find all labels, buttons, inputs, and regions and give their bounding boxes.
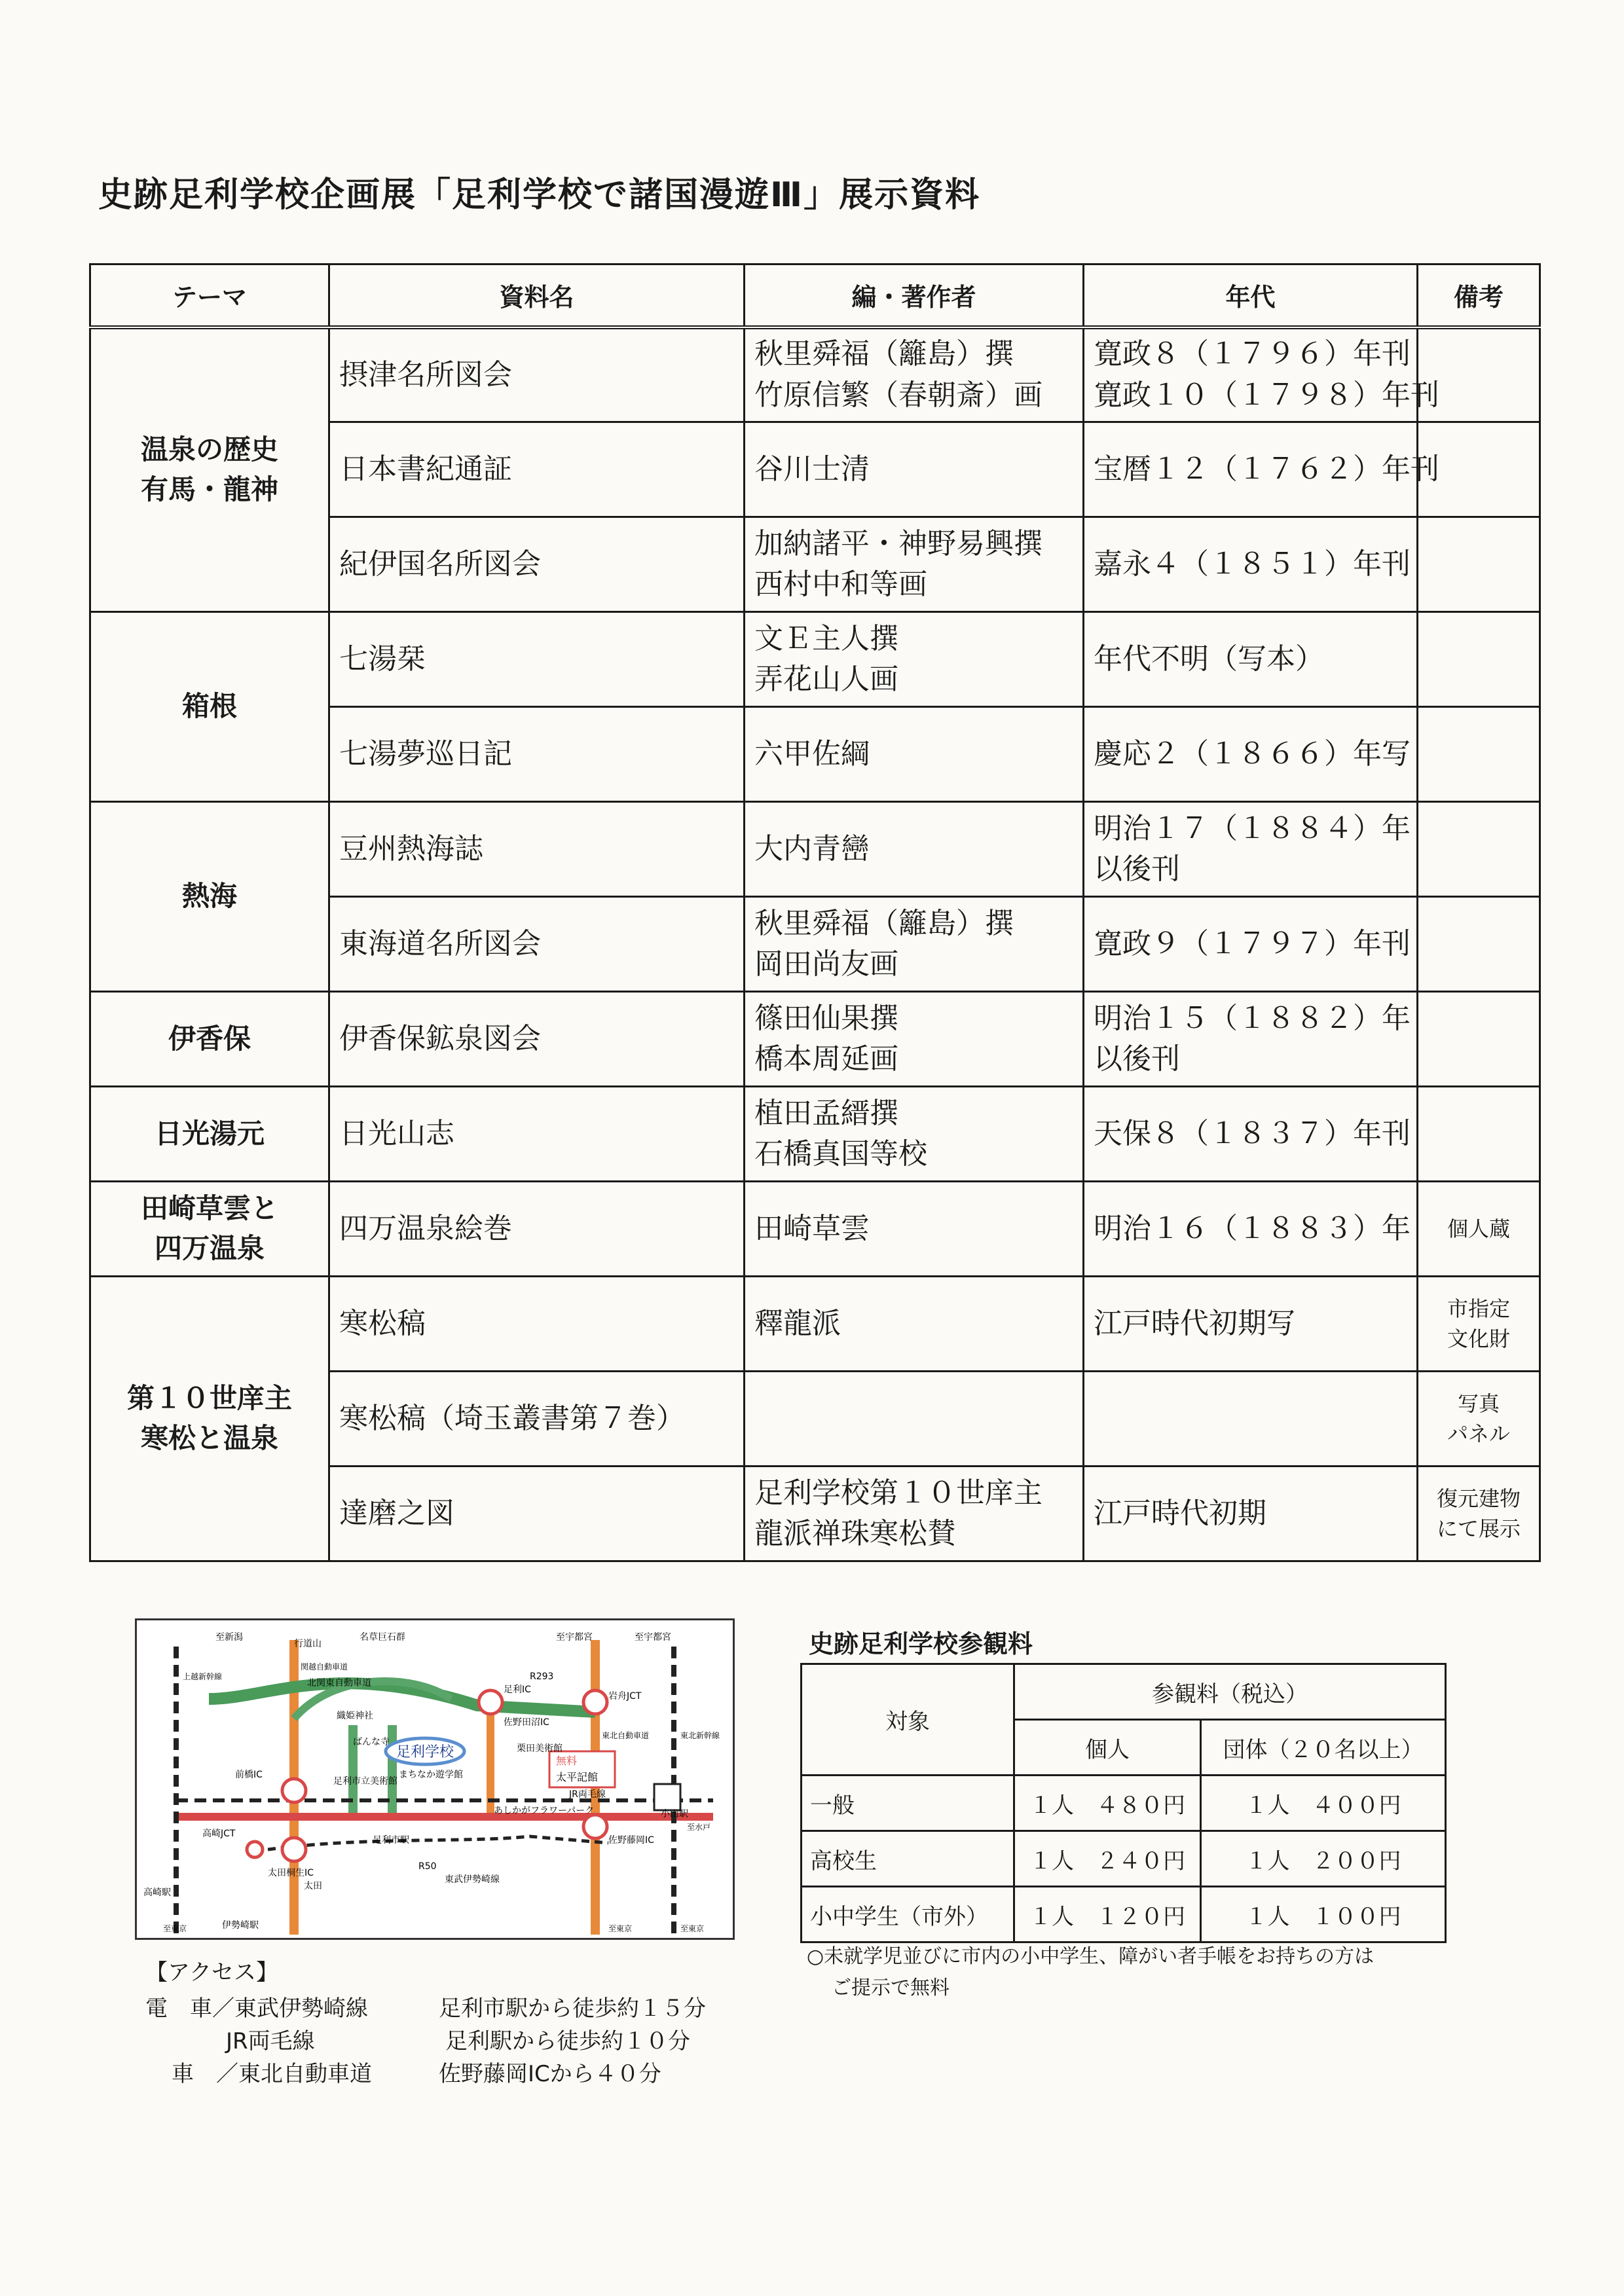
theme-cell-line: 田崎草雲と (140, 1192, 278, 1225)
svg-text:伊勢崎駅: 伊勢崎駅 (222, 1920, 259, 1931)
note-cell-line: 写真 (1457, 1391, 1500, 1416)
author-cell-line: 六甲佐綱 (754, 737, 870, 771)
fee-group-cell: １人 ２００円 (1201, 1831, 1446, 1887)
table-row (90, 327, 1540, 422)
author-cell-line: 秋里舜福（籬島）撰 (754, 906, 1014, 940)
note-cell-line: にて展示 (1436, 1516, 1521, 1541)
author-cell-line: 文Ｅ主人撰 (754, 621, 898, 655)
svg-text:高崎駅: 高崎駅 (143, 1887, 171, 1898)
table-row (90, 1277, 1540, 1372)
year-cell-line: 明治１７（１８８４）年 (1094, 811, 1411, 845)
svg-text:小山駅: 小山駅 (661, 1809, 688, 1819)
svg-text:あしかがフラワーパーク: あしかがフラワーパーク (494, 1806, 595, 1816)
author-cell (745, 1087, 1084, 1182)
year-cell-line: 寛政９（１７９７）年刊 (1094, 926, 1411, 960)
title-cell: 七湯栞 (329, 612, 745, 707)
year-cell-line: 明治１６（１８８３）年 (1094, 1211, 1411, 1245)
theme-cell (90, 1182, 329, 1277)
svg-text:R50: R50 (418, 1861, 437, 1872)
map-label-ashikaga-gakko: 足利学校 (396, 1744, 454, 1760)
fee-row (802, 1887, 1446, 1942)
author-cell-line: 秋里舜福（籬島）撰 (754, 337, 1014, 371)
theme-cell-line: 熱海 (181, 880, 237, 913)
year-cell-line: 嘉永４（１８５１）年刊 (1094, 547, 1411, 581)
year-cell-line: 寛政１０（１７９８）年刊 (1094, 378, 1439, 412)
theme-cell-line: 日光湯元 (154, 1117, 265, 1150)
author-cell-line: 岡田尚友画 (754, 947, 898, 981)
fee-group-cell: １人 ４００円 (1201, 1776, 1446, 1831)
header-theme: テーマ (90, 264, 329, 327)
fee-target-cell: 小中学生（市外） (802, 1887, 1014, 1942)
year-cell (1084, 992, 1418, 1087)
svg-text:東北新幹線: 東北新幹線 (680, 1731, 720, 1740)
fee-note-line-2: ご提示で無料 (832, 1977, 950, 1999)
year-cell (1084, 1467, 1418, 1561)
svg-text:前橋IC: 前橋IC (235, 1770, 263, 1780)
title-cell: 摂津名所図会 (329, 327, 745, 422)
year-cell-line: 年代不明（写本） (1094, 642, 1324, 676)
year-cell-line: 以後刊 (1094, 1042, 1180, 1076)
exhibit-table (89, 263, 1541, 1562)
fee-note-line-1: ○未就学児並びに市内の小中学生、障がい者手帳をお持ちの方は (807, 1945, 1375, 1968)
svg-text:佐野藤岡IC: 佐野藤岡IC (608, 1835, 654, 1846)
note-cell (1418, 1277, 1540, 1372)
author-cell-line: 龍派禅珠寒松賛 (754, 1517, 956, 1550)
title-cell: 東海道名所図会 (329, 897, 745, 992)
year-cell (1084, 802, 1418, 897)
access-info (145, 1956, 278, 1990)
year-cell (1084, 517, 1418, 612)
fee-note (807, 1941, 1494, 2004)
year-cell-line: 天保８（１８３７）年刊 (1094, 1116, 1411, 1150)
author-cell (745, 802, 1084, 897)
svg-text:太田桐生IC: 太田桐生IC (268, 1868, 314, 1878)
author-cell-line: 竹原信繁（春朝斎）画 (754, 378, 1043, 412)
title-cell: 紀伊国名所図会 (329, 517, 745, 612)
author-cell-line: 橋本周延画 (754, 1042, 898, 1076)
year-cell-line: 江戸時代初期 (1094, 1496, 1266, 1530)
fee-individual-cell: １人 ４８０円 (1014, 1776, 1201, 1831)
note-cell (1418, 1467, 1540, 1561)
theme-cell-line: 寒松と温泉 (140, 1422, 278, 1454)
year-cell-line: 宝暦１２（１７６２）年刊 (1094, 452, 1439, 486)
author-cell (745, 327, 1084, 422)
note-cell (1418, 1372, 1540, 1467)
svg-text:北関東自動車道: 北関東自動車道 (307, 1678, 371, 1688)
author-cell (745, 992, 1084, 1087)
author-cell (745, 1182, 1084, 1277)
svg-text:無料: 無料 (556, 1755, 578, 1767)
theme-cell-line: 伊香保 (168, 1022, 251, 1055)
year-cell (1084, 897, 1418, 992)
fee-header-individual: 個人 (1014, 1720, 1201, 1776)
header-year: 年代 (1084, 264, 1418, 327)
title-cell: 日光山志 (329, 1087, 745, 1182)
svg-text:R293: R293 (530, 1671, 554, 1682)
author-cell (745, 612, 1084, 707)
author-cell-line: 大内青巒 (754, 831, 870, 866)
title-cell: 寒松稿（埼玉叢書第７巻） (329, 1372, 745, 1467)
svg-text:JR両毛線: JR両毛線 (569, 1789, 606, 1800)
note-cell (1418, 1087, 1540, 1182)
year-cell (1084, 1182, 1418, 1277)
svg-text:至新潟: 至新潟 (215, 1632, 243, 1643)
note-cell-line: 文化財 (1447, 1326, 1510, 1351)
note-cell (1418, 707, 1540, 802)
map-tobu-line (268, 1836, 608, 1850)
title-cell: 豆州熱海誌 (329, 802, 745, 897)
theme-cell (90, 802, 329, 992)
svg-text:至宇都宮: 至宇都宮 (556, 1632, 593, 1643)
svg-text:至水戸: 至水戸 (687, 1823, 711, 1832)
access-row-car-detail: 佐野藤岡ICから４０分 (439, 2061, 661, 2087)
theme-cell (90, 1277, 329, 1561)
header-author: 編・著作者 (745, 264, 1084, 327)
theme-cell-line: 温泉の歴史 (140, 433, 278, 465)
svg-text:足利市立美術館: 足利市立美術館 (333, 1776, 397, 1787)
fee-individual-cell: １人 １２０円 (1014, 1887, 1201, 1942)
svg-text:足利市駅: 足利市駅 (373, 1835, 409, 1846)
header-note: 備考 (1418, 264, 1540, 327)
year-cell-line: 江戸時代初期写 (1094, 1306, 1295, 1340)
year-cell-line: 以後刊 (1094, 852, 1180, 886)
author-cell-line: 弄花山人画 (754, 663, 898, 696)
svg-text:足利IC: 足利IC (504, 1685, 531, 1695)
note-cell-line: パネル (1447, 1421, 1510, 1446)
fee-group-cell: １人 １００円 (1201, 1887, 1446, 1942)
year-cell (1084, 707, 1418, 802)
theme-cell-line: 有馬・龍神 (140, 473, 278, 505)
author-cell (745, 517, 1084, 612)
svg-text:至東京: 至東京 (680, 1924, 705, 1933)
access-row-car: 車 ／東北自動車道 (172, 2061, 372, 2087)
svg-text:ばんな寺: ばんな寺 (353, 1737, 390, 1747)
year-cell (1084, 612, 1418, 707)
title-cell: 達磨之図 (329, 1467, 745, 1561)
note-cell (1418, 992, 1540, 1087)
svg-text:東武伊勢崎線: 東武伊勢崎線 (445, 1874, 500, 1885)
theme-cell (90, 1087, 329, 1182)
fee-row (802, 1831, 1446, 1887)
access-row-jr-detail: 足利駅から徒歩約１０分 (445, 2028, 690, 2054)
note-cell-line: 市指定 (1447, 1296, 1510, 1321)
author-cell-line: 田崎草雲 (754, 1211, 870, 1245)
fee-header-group: 団体（２０名以上） (1201, 1720, 1446, 1776)
svg-text:織姫神社: 織姫神社 (337, 1711, 373, 1721)
svg-text:至東京: 至東京 (163, 1924, 187, 1933)
note-cell (1418, 517, 1540, 612)
note-cell-line: 個人蔵 (1447, 1216, 1510, 1241)
author-cell-line: 篠田仙果撰 (754, 1001, 898, 1035)
author-cell-line: 加納諸平・神野易興撰 (754, 526, 1043, 560)
svg-text:名草巨石群: 名草巨石群 (360, 1632, 405, 1643)
access-row-train-detail: 足利市駅から徒歩約１５分 (439, 1995, 706, 2022)
svg-text:至宇都宮: 至宇都宮 (635, 1632, 671, 1643)
fee-individual-cell: １人 ２４０円 (1014, 1831, 1201, 1887)
fee-table (800, 1663, 1447, 1943)
title-cell: 伊香保鉱泉図会 (329, 992, 745, 1087)
theme-cell-line: 四万温泉 (154, 1232, 265, 1264)
table-header-row (90, 264, 1540, 327)
svg-text:佐野田沼IC: 佐野田沼IC (504, 1717, 549, 1728)
year-cell (1084, 1372, 1418, 1467)
note-cell-line: 復元建物 (1436, 1485, 1521, 1511)
svg-text:まちなか遊学館: まちなか遊学館 (399, 1770, 463, 1780)
svg-text:上越新幹線: 上越新幹線 (183, 1672, 223, 1681)
author-cell (745, 1467, 1084, 1561)
author-cell-line: 足利学校第１０世庠主 (754, 1476, 1043, 1510)
author-cell (745, 897, 1084, 992)
title-cell: 寒松稿 (329, 1277, 745, 1372)
page-title: 史跡足利学校企画展「足利学校で諸国漫遊Ⅲ」展示資料 (98, 175, 981, 215)
svg-text:栗田美術館: 栗田美術館 (517, 1743, 563, 1754)
table-row (90, 802, 1540, 897)
access-title: 【アクセス】 (145, 1959, 278, 1986)
theme-cell-line: 第１０世庠主 (126, 1382, 292, 1415)
note-cell (1418, 612, 1540, 707)
theme-cell (90, 992, 329, 1087)
author-cell-line: 石橋真国等校 (754, 1137, 927, 1171)
note-cell (1418, 802, 1540, 897)
svg-text:至東京: 至東京 (608, 1924, 633, 1933)
table-row (90, 1087, 1540, 1182)
title-cell: 四万温泉絵巻 (329, 1182, 745, 1277)
year-cell (1084, 422, 1439, 517)
theme-cell (90, 612, 329, 802)
svg-text:高崎JCT: 高崎JCT (202, 1829, 236, 1839)
fee-header-fee: 参観料（税込） (1014, 1664, 1446, 1720)
fee-header-target: 対象 (802, 1664, 1014, 1776)
table-row (90, 992, 1540, 1087)
author-cell (745, 707, 1084, 802)
author-cell (745, 1277, 1084, 1372)
year-cell-line: 慶応２（１８６６）年写 (1094, 737, 1411, 771)
svg-text:行道山: 行道山 (294, 1639, 322, 1649)
fee-target-cell: 一般 (802, 1776, 1014, 1831)
theme-cell-line: 箱根 (181, 690, 237, 723)
author-cell-line: 西村中和等画 (754, 568, 927, 601)
table-row (90, 1182, 1540, 1277)
map-kitakanto-line (209, 1683, 595, 1712)
year-cell-line: 明治１５（１８８２）年 (1094, 1001, 1411, 1035)
author-cell-line: 植田孟縉撰 (754, 1096, 898, 1130)
year-cell (1084, 1087, 1418, 1182)
svg-text:関越自動車道: 関越自動車道 (301, 1662, 348, 1671)
author-cell (745, 422, 1084, 517)
year-cell (1084, 327, 1439, 422)
fee-row (802, 1776, 1446, 1831)
header-title: 資料名 (329, 264, 745, 327)
theme-cell (90, 327, 329, 612)
access-map-graphic (137, 1620, 733, 1938)
access-map (135, 1618, 735, 1940)
author-cell (745, 1372, 1084, 1467)
author-cell-line: 釋龍派 (754, 1306, 841, 1340)
author-cell-line: 谷川士清 (754, 452, 870, 486)
svg-text:東北自動車道: 東北自動車道 (602, 1731, 650, 1740)
access-row-jr: JR両毛線 (226, 2028, 315, 2054)
year-cell-line: 寛政８（１７９６）年刊 (1094, 337, 1411, 371)
title-cell: 日本書紀通証 (329, 422, 745, 517)
access-row-train: 電 車／東武伊勢崎線 (145, 1995, 368, 2022)
fee-title: 史跡足利学校参観料 (809, 1630, 1033, 1658)
svg-text:太田: 太田 (304, 1881, 322, 1891)
svg-text:岩舟JCT: 岩舟JCT (608, 1691, 642, 1702)
note-cell (1418, 897, 1540, 992)
note-cell (1418, 1182, 1540, 1277)
table-row (90, 612, 1540, 707)
title-cell: 七湯夢巡日記 (329, 707, 745, 802)
year-cell (1084, 1277, 1418, 1372)
fee-target-cell: 高校生 (802, 1831, 1014, 1887)
svg-text:太平記館: 太平記館 (556, 1771, 599, 1783)
